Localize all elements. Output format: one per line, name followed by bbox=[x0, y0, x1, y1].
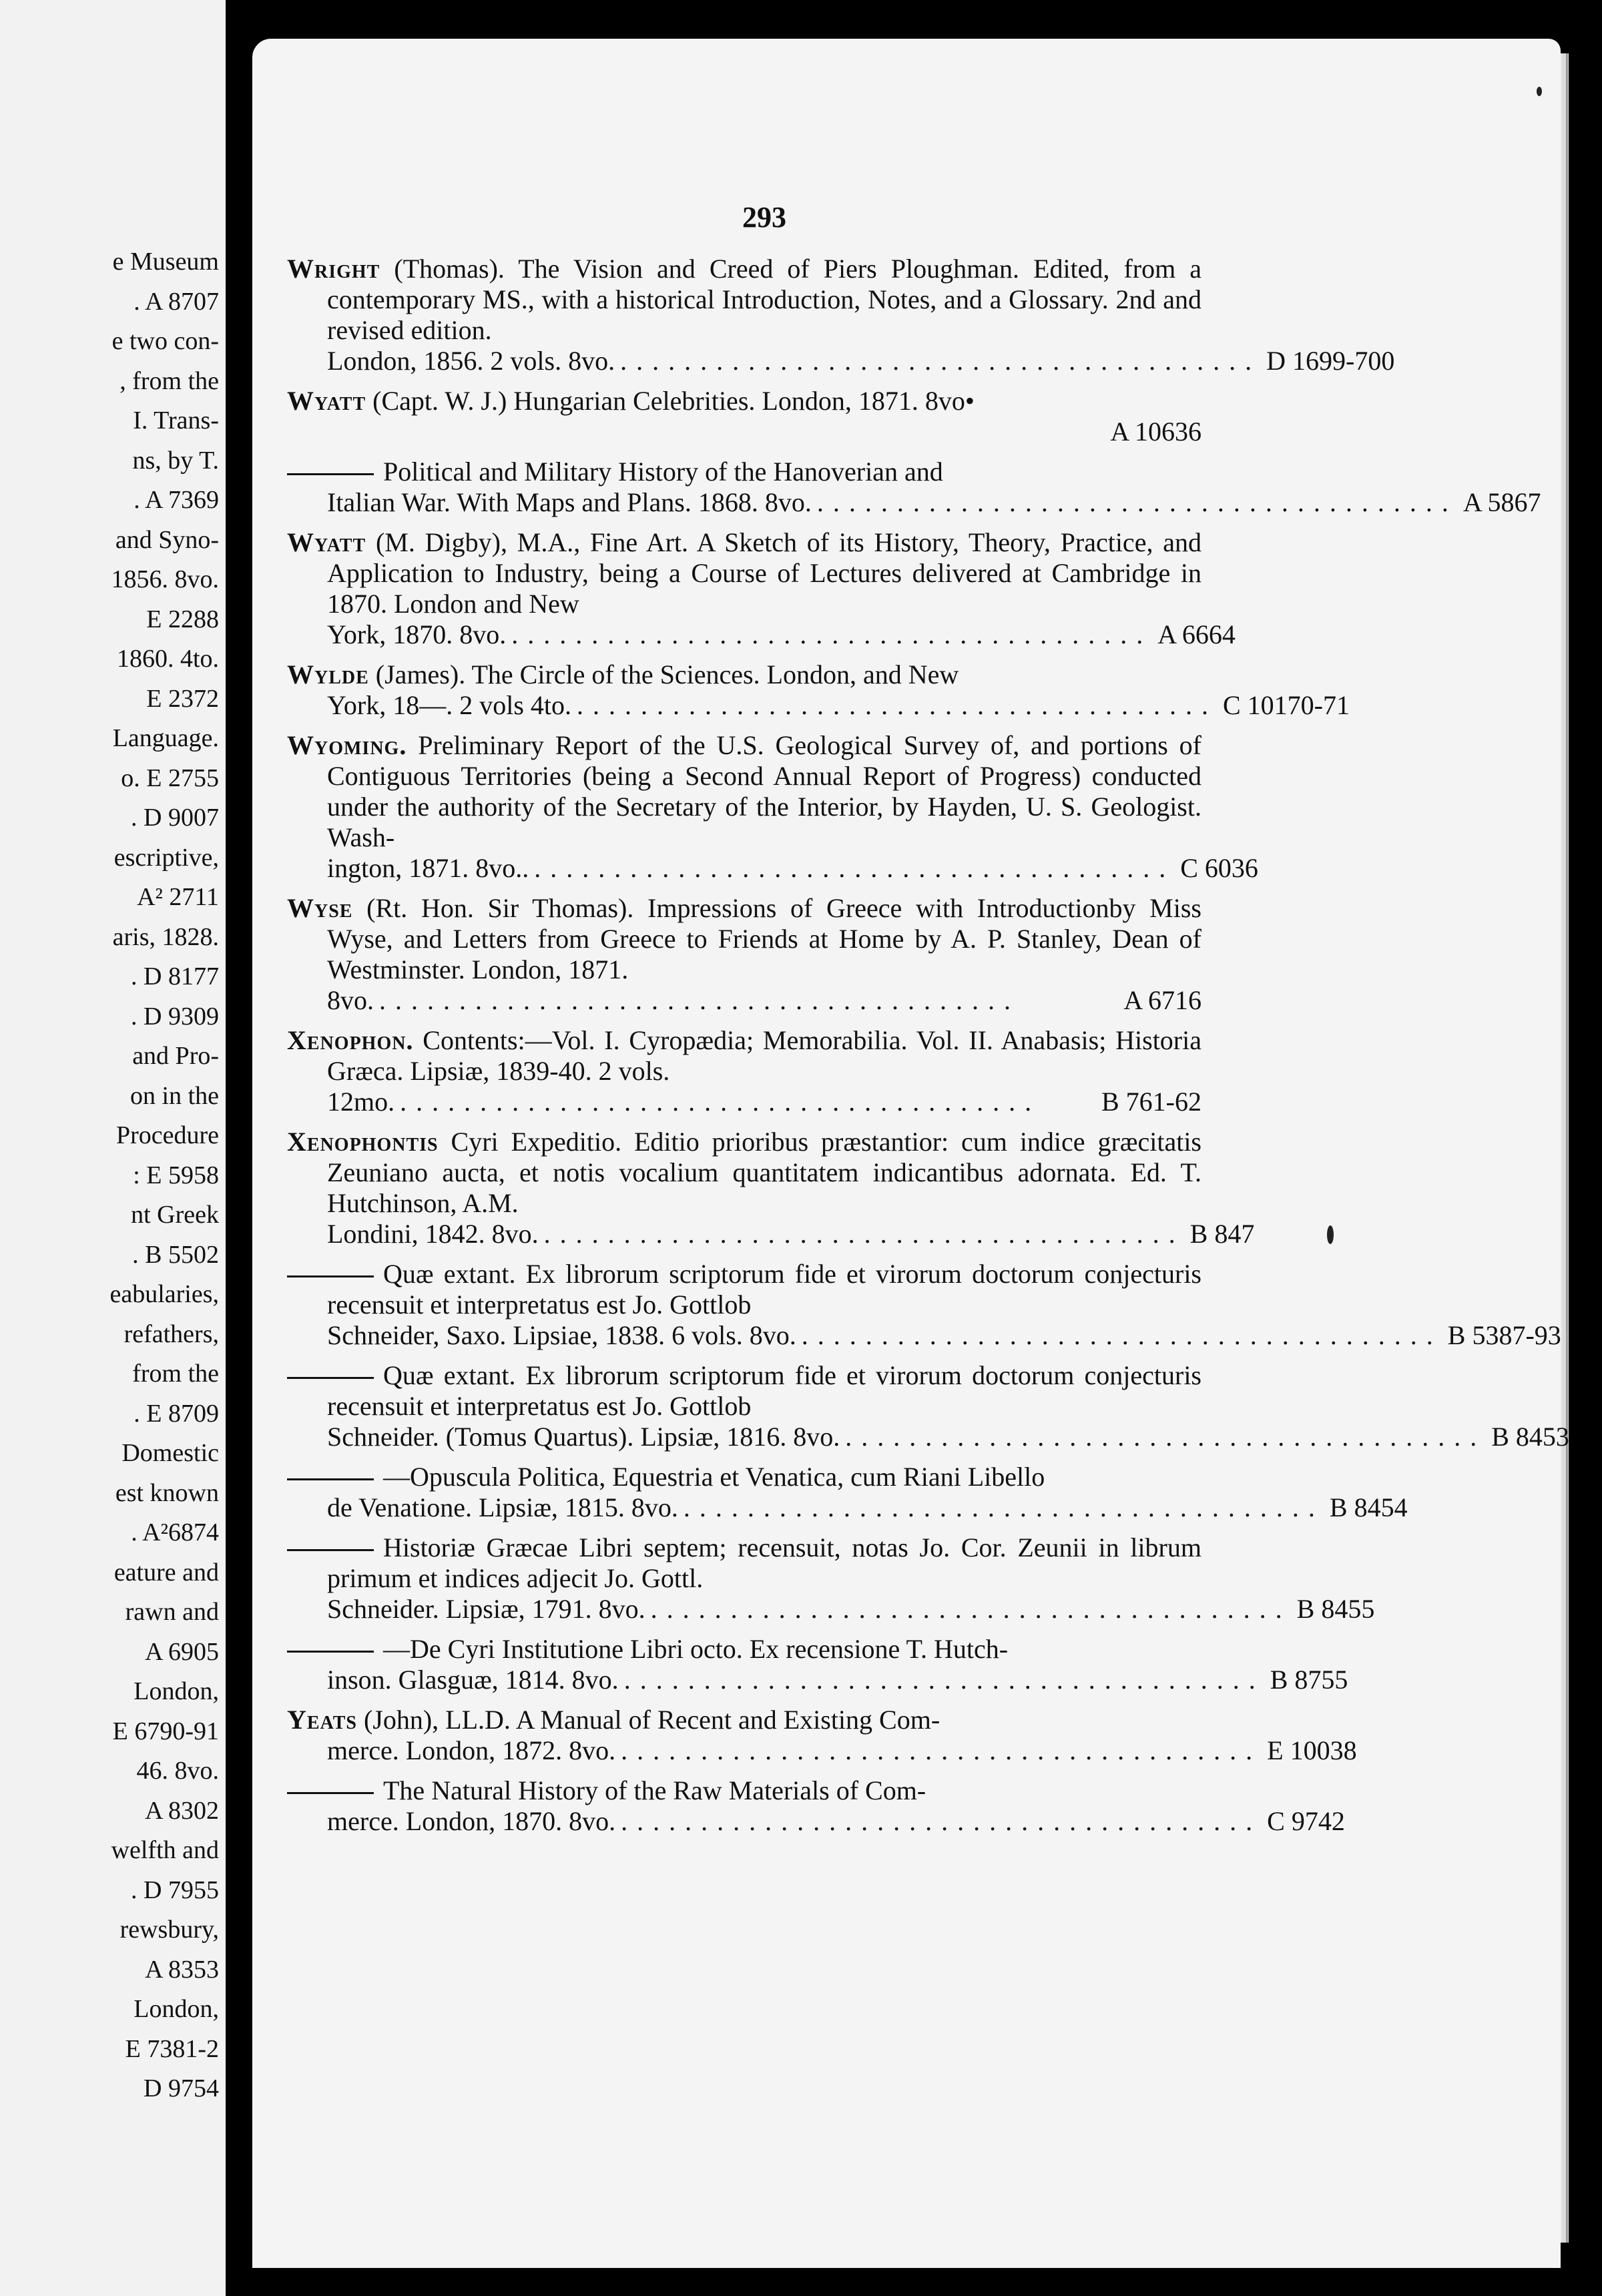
shelf-mark: C 9742 bbox=[1267, 1806, 1345, 1836]
entry-text: Preliminary Report of the U.S. Geological Survey of, and portions of Contiguous Territories (being a Second Annual Report of Progress) conducted under the authority of the Secretary of the Interior, by Hayden, U. S. Geologist. Wash- bbox=[327, 730, 1202, 852]
left-page-text-fragment: aris, 1828. bbox=[112, 922, 219, 951]
entry-imprint: Schneider. Lipsiæ, 1791. 8vo. bbox=[327, 1594, 645, 1624]
entry-imprint: ington, 1871. 8vo.. bbox=[327, 853, 529, 883]
entry-heading: Xenophon. bbox=[287, 1025, 414, 1055]
ditto-dash bbox=[287, 1549, 374, 1551]
left-page-text-fragment: rewsbury, bbox=[119, 1916, 219, 1944]
left-page-text-fragment: nt Greek bbox=[131, 1201, 219, 1229]
left-page-text-fragment: e Museum bbox=[112, 248, 219, 276]
entry-text: (Rt. Hon. Sir Thomas). Impressions of Greece with Introductionby Miss Wyse, and Letters from Greece to Friends at Home by A. P. Stanley, Dean of Westminster. London, 1871. bbox=[327, 893, 1202, 984]
left-page-text-fragment: and Syno- bbox=[115, 525, 219, 554]
left-page-text-fragment: . D 8177 bbox=[131, 962, 219, 990]
catalogue-entry bbox=[287, 386, 1202, 447]
entry-text: The Natural History of the Raw Materials of Com- bbox=[383, 1775, 926, 1805]
entry-imprint: merce. London, 1872. 8vo. bbox=[327, 1735, 616, 1765]
left-page-text-fragment: . E 8709 bbox=[134, 1399, 219, 1428]
entry-imprint: Londini, 1842. 8vo. bbox=[327, 1219, 539, 1249]
entry-text: (John), LL.D. A Manual of Recent and Existing Com- bbox=[363, 1705, 941, 1735]
left-page-text-fragment: . D 7955 bbox=[131, 1876, 219, 1904]
left-page-text-fragment: rawn and bbox=[125, 1598, 219, 1626]
left-page-text-fragment: 1860. 4to. bbox=[116, 645, 219, 673]
shelf-mark: B 8755 bbox=[1270, 1665, 1348, 1695]
leader-dots: ........................................ bbox=[400, 1087, 1041, 1117]
entry-text: Cyri Expeditio. Editio prioribus præstantior: cum indice græcitatis Zeuniano aucta, et notis vocalium quantitatem indicantibus adornata. Ed. T. Hutchinson, A.M. bbox=[327, 1127, 1202, 1218]
catalogue-entry bbox=[287, 254, 1395, 376]
leader-dots: ........................................ bbox=[801, 1320, 1442, 1350]
left-page-text-fragment: on in the bbox=[130, 1081, 219, 1110]
entry-heading: Wyoming. bbox=[287, 730, 407, 760]
left-page-text-fragment: E 7381-2 bbox=[125, 2034, 219, 2063]
left-page-text-fragment: o. E 2755 bbox=[121, 764, 219, 792]
left-page-text-fragment: A 6905 bbox=[145, 1637, 219, 1666]
catalogue-entry bbox=[287, 893, 1202, 1016]
entry-heading: Wright bbox=[287, 254, 380, 284]
left-page-text-fragment: 46. 8vo. bbox=[136, 1757, 219, 1785]
ink-speck bbox=[1327, 1225, 1334, 1244]
catalogue-entry bbox=[287, 659, 1350, 721]
ditto-dash bbox=[287, 1792, 374, 1794]
shelf-mark: B 8454 bbox=[1329, 1492, 1408, 1522]
catalogue-entries bbox=[287, 254, 1569, 1846]
ditto-dash bbox=[287, 1275, 374, 1277]
left-page-text-fragment: . A 8707 bbox=[134, 287, 219, 316]
entry-imprint: Italian War. With Maps and Plans. 1868. 8vo. bbox=[327, 487, 812, 517]
left-page-text-fragment: eature and bbox=[113, 1558, 219, 1587]
entry-text: (M. Digby), M.A., Fine Art. A Sketch of its History, Theory, Practice, and Application to Industry, being a Course of Lectures delivered at Cambridge in 1870. London and New bbox=[327, 527, 1202, 619]
catalogue-entry bbox=[287, 1127, 1255, 1249]
left-page-text-fragment: e two con- bbox=[111, 327, 219, 355]
catalogue-entry bbox=[287, 1259, 1561, 1351]
shelf-mark: E 10038 bbox=[1267, 1735, 1357, 1765]
ditto-dash bbox=[287, 1377, 374, 1379]
catalogue-entry bbox=[287, 1462, 1408, 1523]
catalogue-entry bbox=[287, 1634, 1348, 1695]
shelf-mark: B 8455 bbox=[1296, 1594, 1375, 1624]
leader-dots: ........................................ bbox=[379, 985, 1020, 1015]
shelf-mark: C 6036 bbox=[1180, 853, 1258, 883]
left-page-text-fragment: refathers, bbox=[123, 1320, 219, 1348]
entry-imprint: inson. Glasguæ, 1814. 8vo. bbox=[327, 1665, 619, 1695]
entry-heading: Yeats bbox=[287, 1705, 357, 1735]
left-page-text-fragment: Procedure bbox=[115, 1121, 219, 1149]
left-page-text-fragment: 1856. 8vo. bbox=[111, 565, 219, 593]
entry-text: —De Cyri Institutione Libri octo. Ex recensione T. Hutch- bbox=[383, 1634, 1009, 1664]
left-page-text-fragment: I. Trans- bbox=[133, 406, 219, 435]
shelf-mark: B 761-62 bbox=[1101, 1087, 1202, 1117]
left-page-text-fragment: E 2288 bbox=[146, 605, 219, 633]
catalogue-entry bbox=[287, 1532, 1375, 1625]
book-gutter bbox=[226, 0, 254, 2296]
shelf-mark: A 5867 bbox=[1462, 487, 1541, 517]
catalogue-entry bbox=[287, 1775, 1345, 1837]
ditto-dash bbox=[287, 1651, 374, 1653]
left-page-fragment bbox=[0, 0, 226, 2296]
catalogue-entry bbox=[287, 730, 1258, 884]
leader-dots: ........................................ bbox=[816, 487, 1458, 517]
left-page-text-fragment: E 2372 bbox=[146, 684, 219, 713]
entry-imprint: Schneider. (Tomus Quartus). Lipsiæ, 1816. 8vo. bbox=[327, 1422, 840, 1452]
left-page-text-fragment: D 9754 bbox=[144, 2074, 219, 2102]
left-page-text-fragment: . B 5502 bbox=[132, 1240, 219, 1269]
entry-imprint: York, 1870. 8vo. bbox=[327, 619, 507, 649]
ditto-dash bbox=[287, 473, 374, 475]
entry-imprint: York, 18—. 2 vols 4to. bbox=[327, 690, 571, 720]
shelf-mark: B 8453 bbox=[1491, 1422, 1569, 1452]
left-page-text-fragment: est known bbox=[115, 1478, 219, 1507]
entry-text: Quæ extant. Ex librorum scriptorum fide et virorum doctorum conjecturis recensuit et interpretatus est Jo. Gottlob bbox=[327, 1259, 1202, 1320]
shelf-mark: B 847 bbox=[1189, 1219, 1255, 1249]
entry-imprint: 8vo. bbox=[327, 985, 374, 1015]
entry-text: Political and Military History of the Hanoverian and bbox=[383, 457, 943, 487]
shelf-mark: A 6716 bbox=[1123, 985, 1202, 1015]
left-page-text-fragment: London, bbox=[134, 1677, 219, 1705]
entry-text: —Opuscula Politica, Equestria et Venatica, cum Riani Libello bbox=[383, 1462, 1045, 1492]
shelf-mark: B 5387-93 bbox=[1447, 1320, 1561, 1350]
left-page-text-fragment: . A²6874 bbox=[131, 1518, 219, 1546]
page-number: 293 bbox=[742, 201, 786, 234]
entry-text: Historiæ Græcae Libri septem; recensuit, notas Jo. Cor. Zeunii in librum primum et indices adjecit Jo. Gottl. bbox=[327, 1532, 1202, 1593]
entry-heading: Wyatt bbox=[287, 527, 366, 557]
entry-heading: Xenophontis bbox=[287, 1127, 439, 1157]
leader-dots: ........................................ bbox=[620, 346, 1262, 376]
left-page-text-fragment: eabularies, bbox=[109, 1280, 219, 1308]
left-page-text-fragment: London, bbox=[134, 1995, 219, 2023]
catalogue-entry bbox=[287, 1705, 1357, 1766]
left-page-text-fragment: ns, by T. bbox=[132, 446, 219, 475]
left-page-text-fragment: , from the bbox=[119, 366, 219, 395]
left-page-text-fragment: escriptive, bbox=[113, 843, 219, 872]
entry-text: (Capt. W. J.) Hungarian Celebrities. London, 1871. 8vo• bbox=[372, 386, 975, 416]
left-page-text-fragment: . A 7369 bbox=[134, 486, 219, 514]
entry-text: (Thomas). The Vision and Creed of Piers Ploughman. Edited, from a contemporary MS., with a historical Introduction, Notes, and a Glossary. 2nd and revised edition. bbox=[327, 254, 1202, 345]
catalogue-entry bbox=[287, 1025, 1202, 1117]
shelf-mark: A 6664 bbox=[1157, 619, 1236, 649]
left-page-text-fragment: A 8353 bbox=[145, 1955, 219, 1984]
leader-dots: ........................................ bbox=[845, 1422, 1487, 1452]
catalogue-entry bbox=[287, 457, 1541, 518]
entry-text: Contents:—Vol. I. Cyropædia; Memorabilia. Vol. II. Anabasis; Historia Græca. Lipsiæ, 1839-40. 2 vols. bbox=[327, 1025, 1202, 1086]
left-page-text-fragment: from the bbox=[132, 1360, 219, 1388]
left-page-text-fragment: A² 2711 bbox=[137, 883, 219, 911]
leader-dots: ........................................ bbox=[621, 1806, 1262, 1836]
entry-heading: Wylde bbox=[287, 659, 369, 689]
ink-speck bbox=[1537, 87, 1542, 96]
left-page-text-fragment: . D 9309 bbox=[131, 1002, 219, 1031]
left-page-text-fragment: : E 5958 bbox=[133, 1161, 219, 1189]
left-page-text-fragment: . D 9007 bbox=[131, 804, 219, 832]
leader-dots: ........................................ bbox=[577, 690, 1218, 720]
entry-text: Quæ extant. Ex librorum scriptorum fide et virorum doctorum conjecturis recensuit et interpretatus est Jo. Gottlob bbox=[327, 1360, 1202, 1421]
left-page-text-fragment: Language. bbox=[112, 724, 219, 752]
leader-dots: ........................................ bbox=[623, 1665, 1265, 1695]
entry-imprint: Schneider, Saxo. Lipsiae, 1838. 6 vols. 8vo. bbox=[327, 1320, 796, 1350]
leader-dots: ........................................ bbox=[543, 1219, 1185, 1249]
entry-heading: Wyse bbox=[287, 893, 353, 923]
entry-heading: Wyatt bbox=[287, 386, 366, 416]
catalogue-entry bbox=[287, 527, 1236, 650]
catalogue-entry bbox=[287, 1360, 1569, 1452]
leader-dots: ........................................ bbox=[621, 1735, 1262, 1765]
shelf-mark: A 10636 bbox=[1110, 416, 1202, 447]
ditto-dash bbox=[287, 1478, 374, 1480]
entry-imprint: de Venatione. Lipsiæ, 1815. 8vo. bbox=[327, 1492, 678, 1522]
leader-dots: ........................................ bbox=[683, 1492, 1324, 1522]
entry-text: (James). The Circle of the Sciences. London, and New bbox=[375, 659, 959, 689]
left-page-text-fragment: A 8302 bbox=[145, 1796, 219, 1825]
left-page-text-fragment: E 6790-91 bbox=[112, 1717, 219, 1745]
leader-dots: ........................................ bbox=[534, 853, 1175, 883]
shelf-mark: C 10170-71 bbox=[1223, 690, 1350, 720]
entry-imprint: 12mo. bbox=[327, 1087, 395, 1117]
shelf-mark: D 1699-700 bbox=[1266, 346, 1395, 376]
left-page-text-fragment: welfth and bbox=[111, 1836, 219, 1864]
leader-dots: ........................................ bbox=[511, 619, 1153, 649]
leader-dots: ........................................ bbox=[650, 1594, 1292, 1624]
entry-imprint: London, 1856. 2 vols. 8vo. bbox=[327, 346, 615, 376]
left-page-text-fragment: and Pro- bbox=[132, 1042, 219, 1070]
entry-imprint: merce. London, 1870. 8vo. bbox=[327, 1806, 616, 1836]
left-page-text-fragment: Domestic bbox=[121, 1439, 219, 1467]
